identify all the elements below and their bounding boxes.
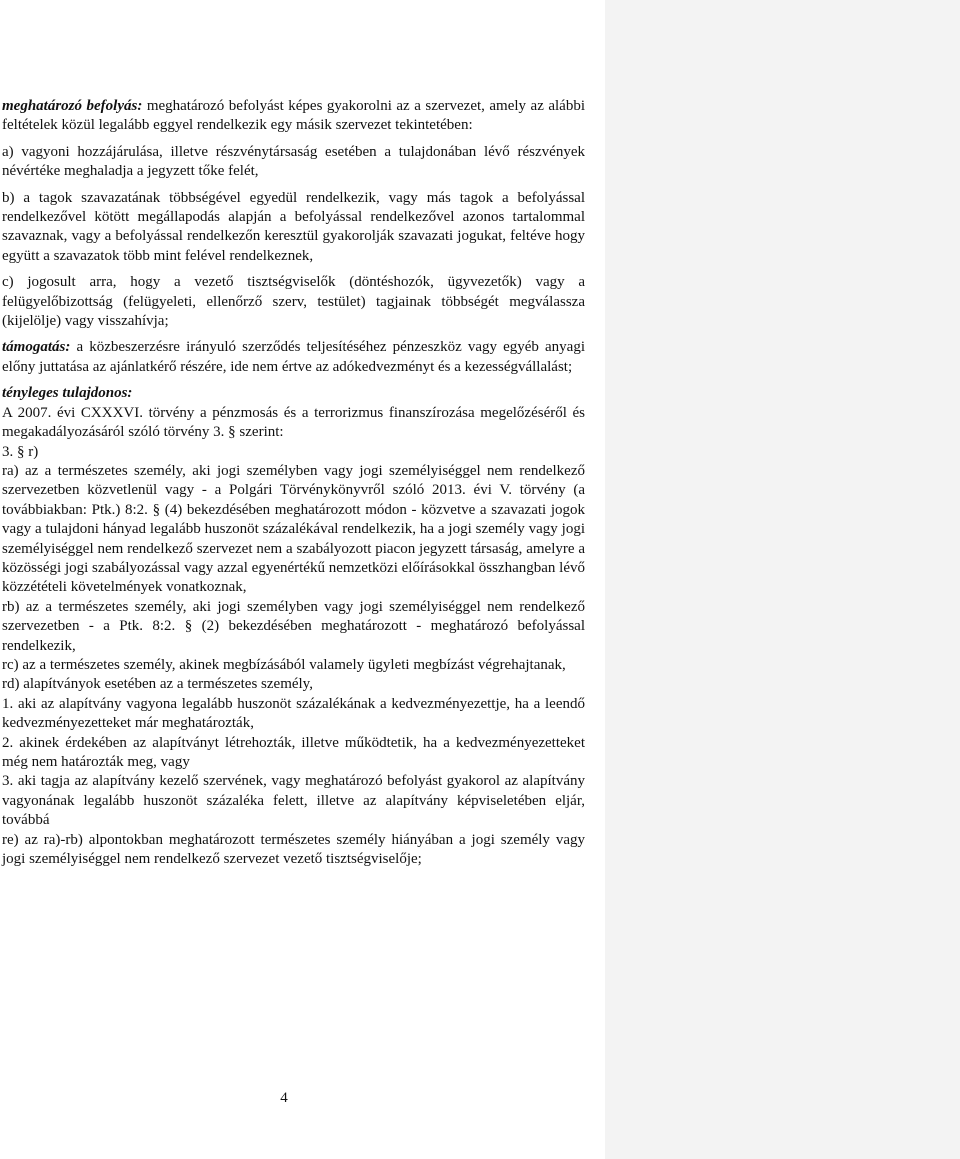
definition-meghatarozo-befolyas — [2, 97, 585, 136]
owner-ra: ra) az a természetes személy, aki jogi személyben vagy jogi személyiséggel nem rendelkező szervezetben közvetlenül vagy - a Polgári Törvénykönyvről szóló 2013. évi V. törvény (a továbbiakban: Ptk.) 8:2. § (4) bekezdésében meghatározott módon - közvetve a szavazati jogok vagy a tulajdoni hányad legalább huszonöt százalékával rendelkezik, ha a jogi személy vagy jogi személyiséggel nem rendelkező szervezet nem a szabályozott piacon jegyzett társaság, amelyre a közösségi jogi szabályozással vagy azzal egyenértékű nemzetközi előírásokkal összhangban lévő közzétételi követelmények vonatkoznak, — [2, 462, 585, 596]
page-number: 4 — [280, 1090, 288, 1106]
definition-text: a közbeszerzésre irányuló szerződés teljesítéséhez pénzeszköz vagy egyéb anyagi előny juttatása az ajánlatkérő részére, ide nem értve az adókedvezményt és a kezességvállalást; — [2, 339, 585, 375]
owner-rd-1: 1. aki az alapítvány vagyona legalább huszonöt százalékának a kedvezményezettje, ha a leendő kedvezményezetteket már meghatározták, — [2, 695, 585, 732]
owner-re: re) az ra)-rb) alpontokban meghatározott természetes személy hiányában a jogi személy vagy jogi személyiséggel nem rendelkező szervezet vezető tisztségviselője; — [2, 831, 585, 868]
owner-section-ref: 3. § r) — [2, 443, 39, 460]
owner-rd: rd) alapítványok esetében az a természetes személy, — [2, 676, 313, 693]
condition-b: b) a tagok szavazatának többségével egyedül rendelkezik, vagy más tagok a befolyással rendelkezővel kötött megállapodás alapján a befolyással rendelkezővel azonos tartalommal szavaznak, vagy a befolyással rendelkezőn keresztül gyakorolják szavazati jogukat, feltéve hogy együtt a szavazatok több mint felével rendelkeznek, — [2, 189, 585, 264]
defined-term: tényleges tulajdonos: — [2, 385, 133, 402]
condition-a: a) vagyoni hozzájárulása, illetve részvénytársaság esetében a tulajdonában lévő részvények névértéke meghaladja a jegyzett tőke felét, — [2, 143, 585, 180]
owner-rd-2: 2. akinek érdekében az alapítványt létrehozták, illetve működtetik, ha a kedvezményezetteket még nem határozták meg, vagy — [2, 734, 585, 770]
side-margin-panel — [605, 0, 960, 1159]
owner-rd-3: 3. aki tagja az alapítvány kezelő szervének, vagy meghatározó befolyást gyakorol az alapítvány vagyonának legalább huszonöt százaléka felett, illetve az alapítvány képviseletében eljár, továbbá — [2, 773, 585, 829]
defined-term: támogatás: — [2, 339, 71, 356]
owner-rb: rb) az a természetes személy, aki jogi személyben vagy jogi személyiséggel nem rendelkező szervezetben - a Ptk. 8:2. § (2) bekezdésében meghatározott - meghatározó befolyással rendelkezik, — [2, 598, 585, 654]
definition-text: meghatározó befolyást képes gyakorolni az a szervezet, amely az alábbi feltételek közül legalább eggyel rendelkezik egy másik szervezet tekintetében: — [2, 98, 585, 134]
definition-tenyleges-tulajdonos-heading — [2, 384, 585, 403]
condition-c: c) jogosult arra, hogy a vezető tisztségviselők (döntéshozók, ügyvezetők) vagy a felügyelőbizottság (felügyeleti, ellenőrző szerv, testület) tagjainak többségét megválassza (kijelölje) vagy visszahívja; — [2, 274, 585, 330]
owner-source-law: A 2007. évi CXXXVI. törvény a pénzmosás és a terrorizmus finanszírozása megelőzéséről és megakadályozásáról szóló törvény 3. § szerint: — [2, 404, 585, 441]
defined-term: meghatározó befolyás: — [2, 98, 143, 114]
document-body — [2, 97, 585, 869]
owner-rc: rc) az a természetes személy, akinek megbízásából valamely ügyleti megbízást végrehajtanak, — [2, 656, 566, 673]
definition-tamogatas — [2, 338, 585, 377]
